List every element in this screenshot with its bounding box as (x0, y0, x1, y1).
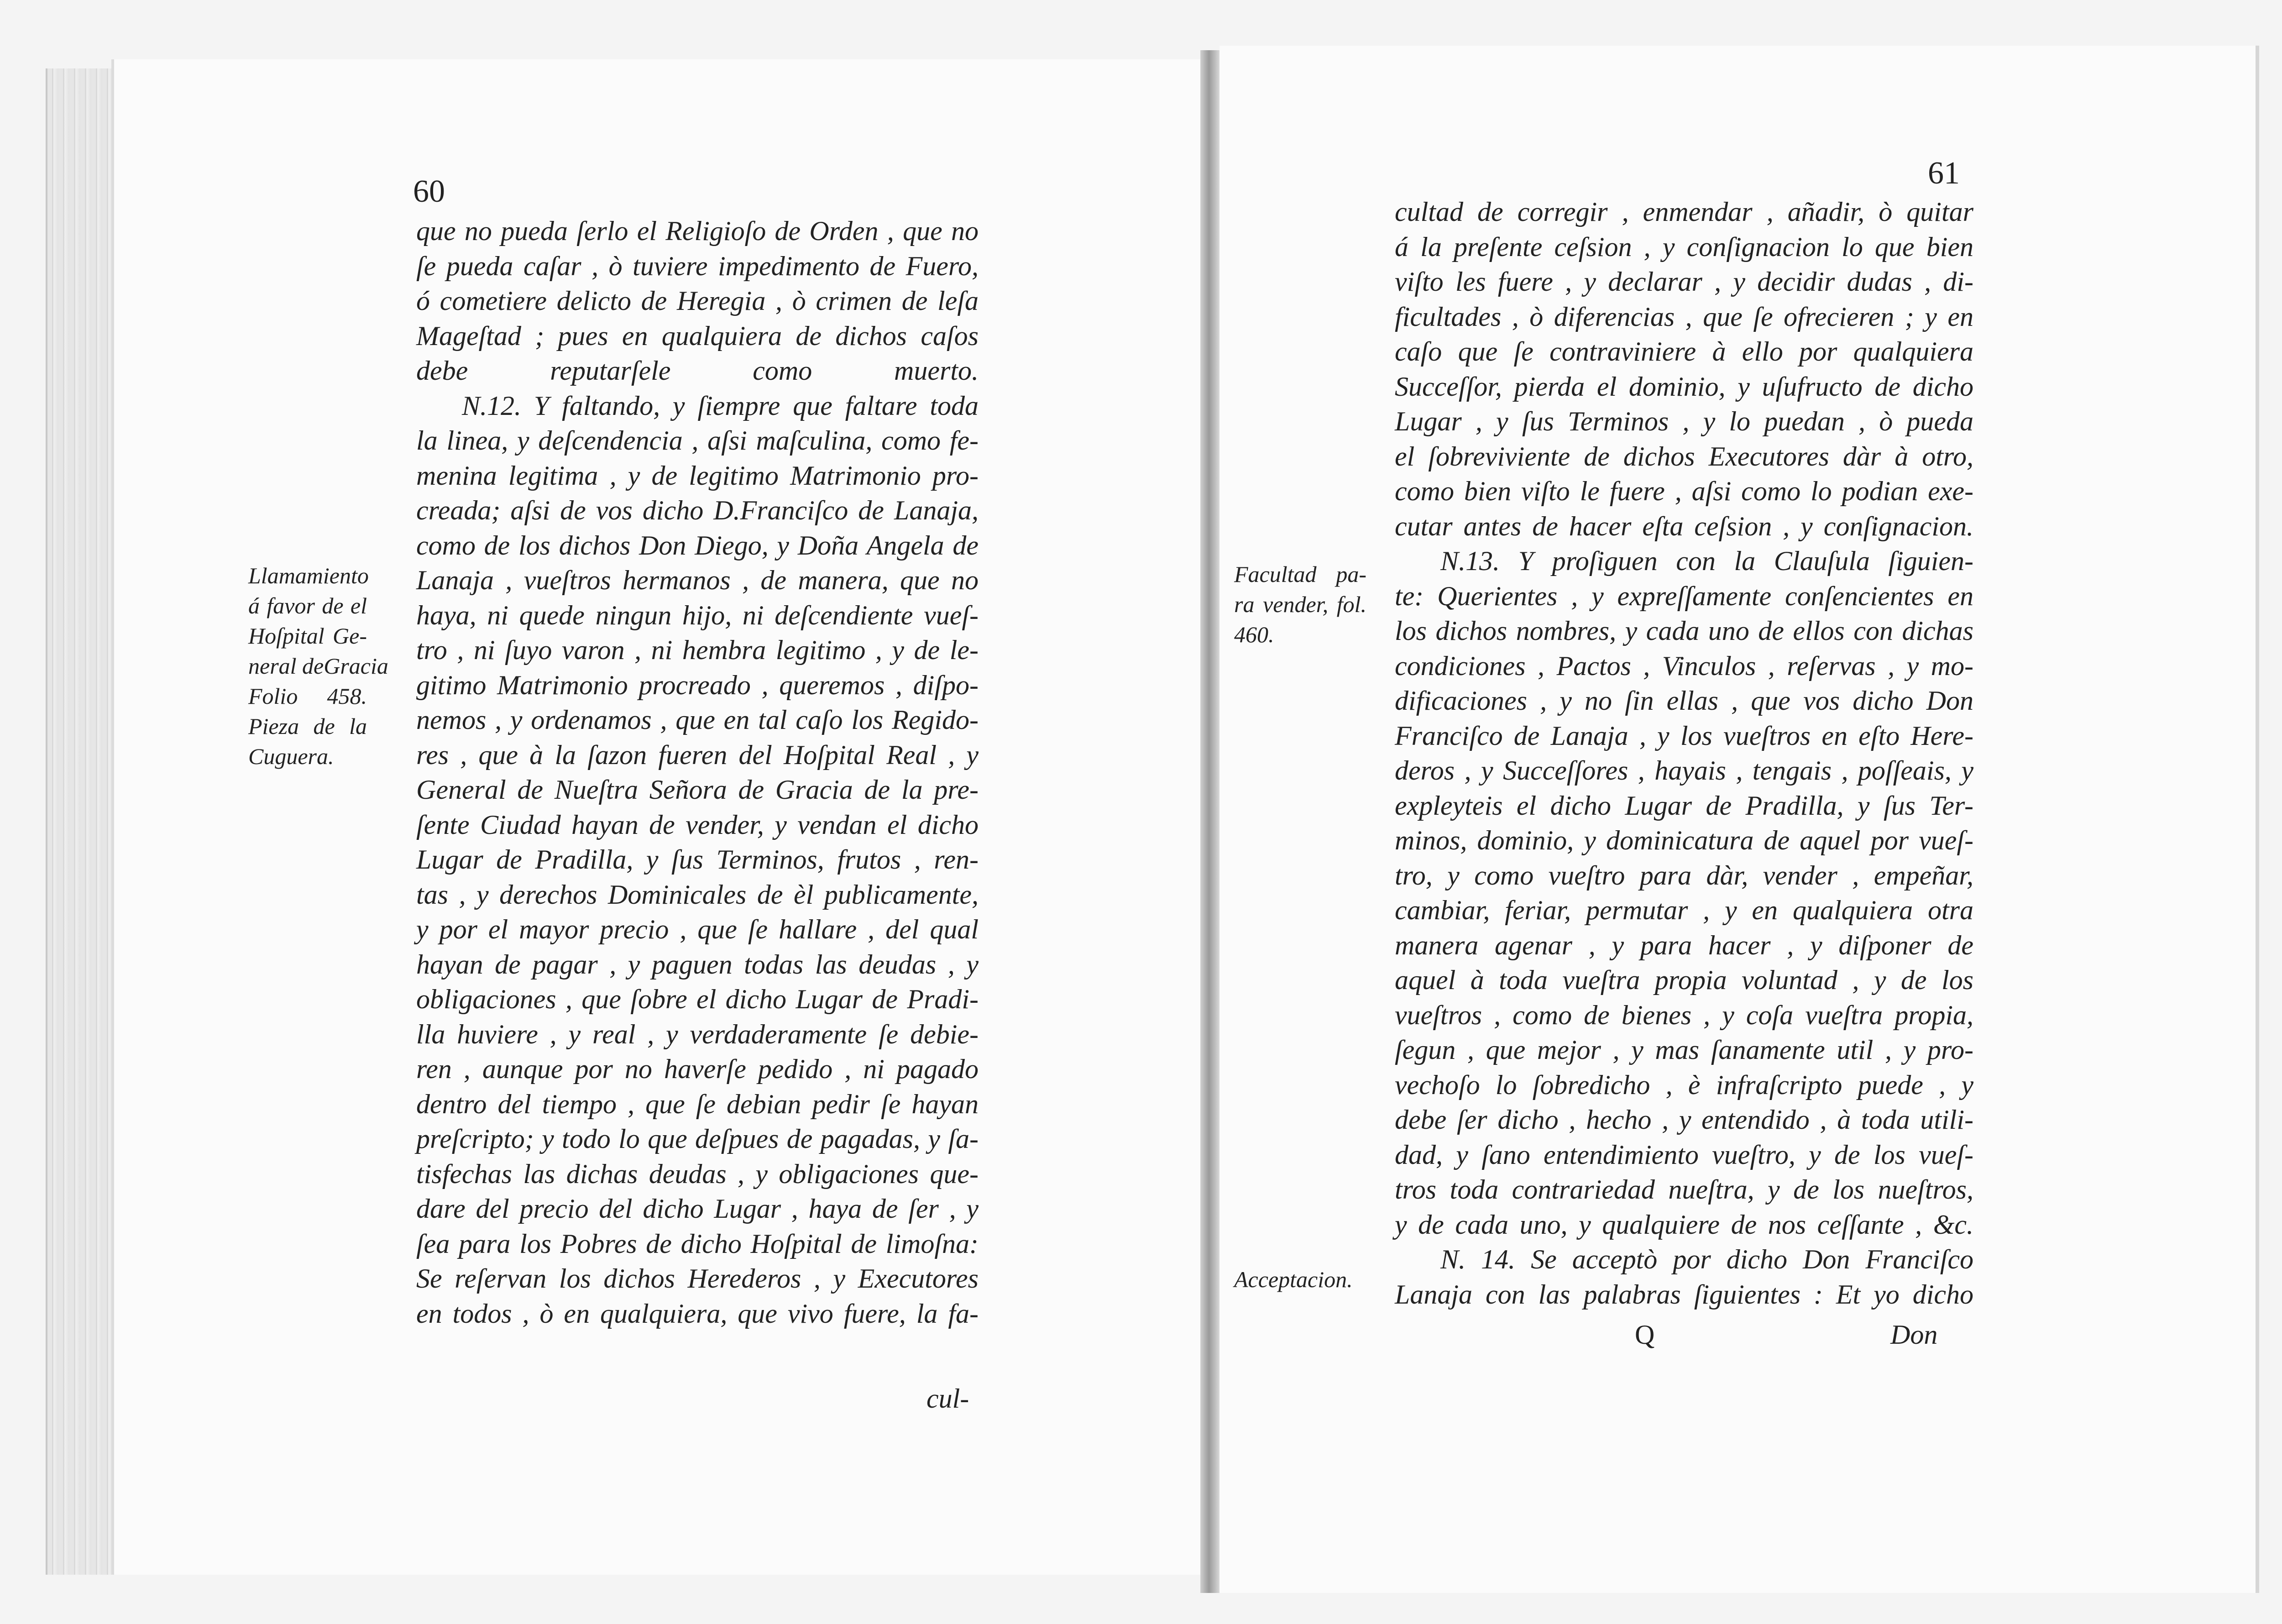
text-line: cultad de corregir , enmendar , añadir, ò quitar (1395, 197, 1973, 227)
text-line: debe reputarſele como muerto. (416, 356, 979, 386)
text-line: ſe pueda caſar , ò tuviere impedimento de Fuero, (416, 251, 979, 281)
text-line: ó cometiere delicto de Heregia , ò crimen de leſa (416, 286, 979, 316)
right-text-block (1395, 194, 1973, 1312)
margin-note-facultad (1234, 559, 1366, 650)
text-line: dentro del tiempo , que ſe debian pedir ſe hayan (416, 1089, 979, 1119)
text-line: debe ſer dicho , hecho , y entendido , à toda utili- (1395, 1105, 1973, 1135)
text-line: ren , aunque por no haverſe pedido , ni pagado (416, 1054, 979, 1084)
text-line: N.13. Y proſiguen con la Clauſula ſiguien- (1440, 546, 1973, 576)
text-line: te: Querientes , y expreſſamente conſencientes en (1395, 581, 1973, 611)
left-text-block (416, 214, 979, 1331)
text-line: y de cada uno, y qualquiere de nos ceſſante , &c. (1395, 1209, 1973, 1240)
text-line: los dichos nombres, y cada uno de ellos con dichas (1395, 616, 1973, 646)
text-line: vechoſo lo ſobredicho , è infraſcripto puede , y (1395, 1069, 1973, 1100)
catchword: Don (1890, 1320, 1938, 1350)
margin-note-line: Llamamiento (248, 563, 369, 588)
margin-note-line: Acceptacion. (1234, 1267, 1353, 1292)
text-line: Lugar de Pradilla, y ſus Terminos, frutos , ren- (416, 844, 979, 875)
text-line: tro , ni ſuyo varon , ni hembra legitimo , y de le- (416, 635, 979, 665)
text-line: dad, y ſano entendimiento vueſtro, y de los vueſ- (1395, 1139, 1973, 1170)
text-line: y por el mayor precio , que ſe hallare , del qual (416, 914, 979, 944)
text-line: haya, ni quede ningun hijo, ni deſcendiente vueſ- (416, 600, 979, 630)
text-line: en todos , ò en qualquiera, que vivo fuere, la fa- (416, 1298, 979, 1329)
text-line: expleyteis el dicho Lugar de Pradilla, y ſus Ter- (1395, 790, 1973, 821)
text-line: General de Nueſtra Señora de Gracia de la pre- (416, 775, 979, 805)
page-number: 60 (413, 174, 445, 209)
text-line: á la preſente ceſsion , y conſignacion lo que bien (1395, 231, 1973, 262)
text-line: dare del precio del dicho Lugar , haya de ſer , y (416, 1194, 979, 1224)
text-line: aquel à toda vueſtra propia voluntad , y de los (1395, 965, 1973, 995)
page-number: 61 (1928, 156, 1960, 191)
text-line: preſcripto; y todo lo que deſpues de pagadas, y ſa- (416, 1124, 979, 1154)
margin-note-line: 460. (1234, 622, 1274, 647)
text-line: minos, dominio, y dominicatura de aquel por vueſ- (1395, 825, 1973, 855)
catchword: cul- (926, 1383, 969, 1414)
text-line: ficultades , ò diferencias , que ſe ofrecieren ; y en (1395, 301, 1973, 332)
margin-note-line: Folio 458. (248, 683, 367, 709)
margin-note-line: Hoſpital Ge- (248, 623, 367, 649)
text-line: manera agenar , y para hacer , y diſponer de (1395, 930, 1973, 960)
left-page (114, 59, 1200, 1575)
text-line: tros toda contrariedad nueſtra, y de los nueſtros, (1395, 1174, 1973, 1205)
margin-note-line: Pieza de la (248, 713, 367, 739)
text-line: viſto les fuere , y declarar , y decidir dudas , di- (1395, 267, 1973, 297)
text-line: vueſtros , como de bienes , y coſa vueſtra propia, (1395, 1000, 1973, 1030)
text-line: nemos , y ordenamos , que en tal caſo los Regido- (416, 705, 979, 735)
text-line: tro, y como vueſtro para dàr, vender , empeñar, (1395, 860, 1973, 891)
margin-note-line: á favor de el (248, 593, 367, 618)
text-line: menina legitima , y de legitimo Matrimonio pro- (416, 460, 979, 491)
text-line: dificaciones , y no ſin ellas , que vos dicho Don (1395, 686, 1973, 716)
text-line: hayan de pagar , y paguen todas las deudas , y (416, 949, 979, 980)
text-line: condiciones , Pactos , Vinculos , reſervas , y mo- (1395, 650, 1973, 681)
text-line: N. 14. Se acceptò por dicho Don Franciſco (1440, 1244, 1973, 1274)
text-line: ſea para los Pobres de dicho Hoſpital de limoſna: (416, 1228, 979, 1259)
text-line: obligaciones , que ſobre el dicho Lugar de Pradi- (416, 984, 979, 1014)
margin-note-llamamiento (248, 561, 388, 771)
text-line: res , que à la ſazon fueren del Hoſpital Real , y (416, 739, 979, 770)
right-page (1220, 46, 2256, 1593)
text-line: tisfechas las dichas deudas , y obligaciones que- (416, 1158, 979, 1189)
text-line: tas , y derechos Dominicales de èl publicamente, (416, 879, 979, 910)
signature-mark: Q (1635, 1320, 1655, 1350)
text-line: ſente Ciudad hayan de vender, y vendan el dicho (416, 809, 979, 840)
margin-note-line: Facultad pa- (1234, 561, 1366, 587)
text-line: Mageſtad ; pues en qualquiera de dichos caſos (416, 320, 979, 351)
text-line: como bien viſto le fuere , aſsi como lo podian exe- (1395, 476, 1973, 506)
text-line: gitimo Matrimonio procreado , queremos , diſpo- (416, 670, 979, 700)
text-line: Succeſſor, pierda el dominio, y uſufructo de dicho (1395, 371, 1973, 402)
text-line: la linea, y deſcendencia , aſsi maſculina, como fe- (416, 425, 979, 456)
text-line: el ſobreviviente de dichos Executores dàr à otro, (1395, 441, 1973, 471)
text-line: creada; aſsi de vos dicho D.Franciſco de Lanaja, (416, 495, 979, 525)
gutter (1200, 50, 1220, 1593)
text-line: caſo que ſe contraviniere à ello por qualquiera (1395, 336, 1973, 367)
text-line: que no pueda ſerlo el Religioſo de Orden , que no (416, 216, 979, 246)
margin-note-line: neral deGracia (248, 653, 388, 679)
text-line: Franciſco de Lanaja , y los vueſtros en eſto Here- (1395, 720, 1973, 751)
text-line: N.12. Y faltando, y ſiempre que faltare toda (462, 390, 979, 421)
text-line: como de los dichos Don Diego, y Doña Angela de (416, 530, 979, 561)
margin-note-line: ra vender, fol. (1234, 592, 1366, 617)
text-line: cambiar, feriar, permutar , y en qualquiera otra (1395, 895, 1973, 925)
text-line: lla huviere , y real , y verdaderamente ſe debie- (416, 1019, 979, 1049)
text-line: deros , y Succeſſores , hayais , tengais , poſſeais, y (1395, 755, 1973, 786)
text-line: ſegun , que mejor , y mas ſanamente util , y pro- (1395, 1035, 1973, 1065)
text-line: cutar antes de hacer eſta ceſsion , y conſignacion. (1395, 511, 1973, 541)
text-line: Lanaja , vueſtros hermanos , de manera, que no (416, 565, 979, 595)
text-line: Lugar , y ſus Terminos , y lo puedan , ò pueda (1395, 406, 1973, 436)
text-line: Lanaja con las palabras ſiguientes : Et yo dicho (1395, 1279, 1973, 1310)
margin-note-line: Cuguera. (248, 744, 334, 769)
text-line: Se reſervan los dichos Herederos , y Executores (416, 1263, 979, 1294)
margin-note-acceptacion (1234, 1264, 1366, 1294)
